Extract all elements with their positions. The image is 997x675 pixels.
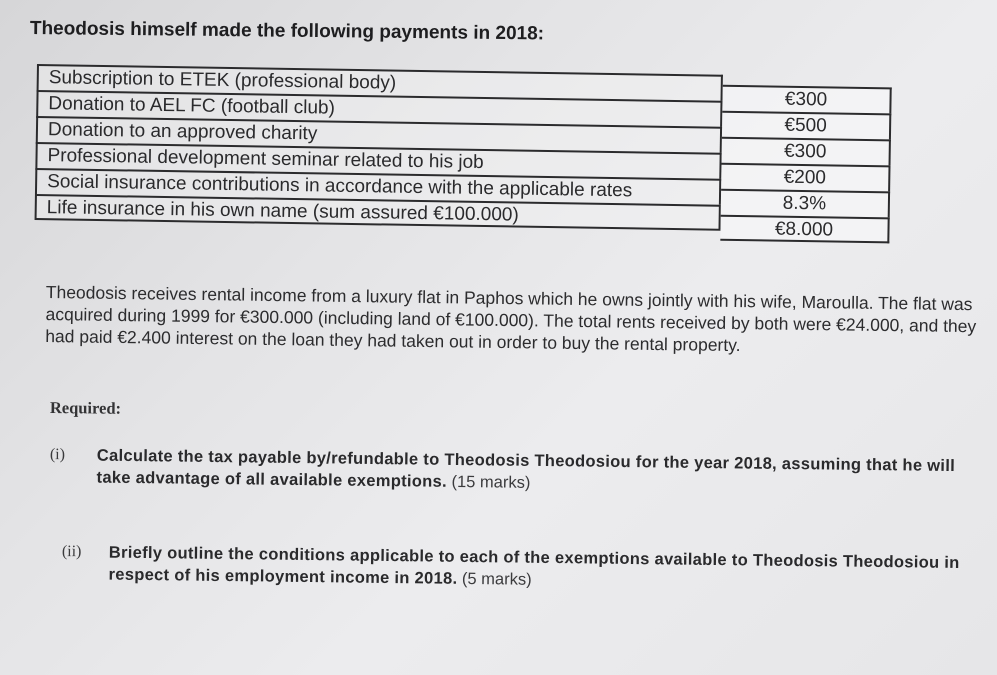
payment-description: Professional development seminar related to his job xyxy=(35,142,721,179)
question-item xyxy=(49,444,974,499)
payment-description: Subscription to ETEK (professional body) xyxy=(37,64,723,101)
payment-description: Donation to an approved charity xyxy=(36,116,722,153)
payment-amount: €300 xyxy=(722,137,891,166)
question-number: (i) xyxy=(49,445,66,464)
question-marks: (15 marks) xyxy=(451,472,531,492)
intro-heading: Theodosis himself made the following payments in 2018: xyxy=(29,18,545,45)
question-number: (ii) xyxy=(61,542,82,561)
payment-description: Social insurance contributions in accordance with the applicable rates xyxy=(35,168,721,205)
question-text: Calculate the tax payable by/refundable to Theodosis Theodosiou for the year 2018, assuming that he will take advantage of all available exemptions. xyxy=(96,446,956,491)
payment-amount: €500 xyxy=(722,111,891,140)
question-marks: (5 marks) xyxy=(461,569,532,589)
question-body xyxy=(96,445,974,500)
payments-table xyxy=(35,64,892,241)
payment-amount: 8.3% xyxy=(721,189,890,218)
rental-income-paragraph: Theodosis receives rental income from a luxury flat in Paphos which he owns jointly with his wife, Maroulla. The flat was acquired during 1999 for €300.000 (including land of €100.000). The total rents received by both were €24.000, and they had paid €2.400 interest on the loan they had taken out in order to buy the rental property. xyxy=(45,281,977,356)
payment-description: Donation to AEL FC (football club) xyxy=(36,90,722,127)
question-item xyxy=(61,541,986,596)
question-body xyxy=(108,542,986,597)
payment-amount: €8.000 xyxy=(720,215,889,244)
required-label: Required: xyxy=(49,398,122,418)
payment-amount: €300 xyxy=(722,85,891,114)
question-text: Briefly outline the conditions applicable to each of the exemptions available to Theodosis Theodosiou in respect of his employment income in 2018. xyxy=(108,543,960,588)
payment-description: Life insurance in his own name (sum assured €100.000) xyxy=(35,194,721,231)
payment-amount: €200 xyxy=(721,163,890,192)
